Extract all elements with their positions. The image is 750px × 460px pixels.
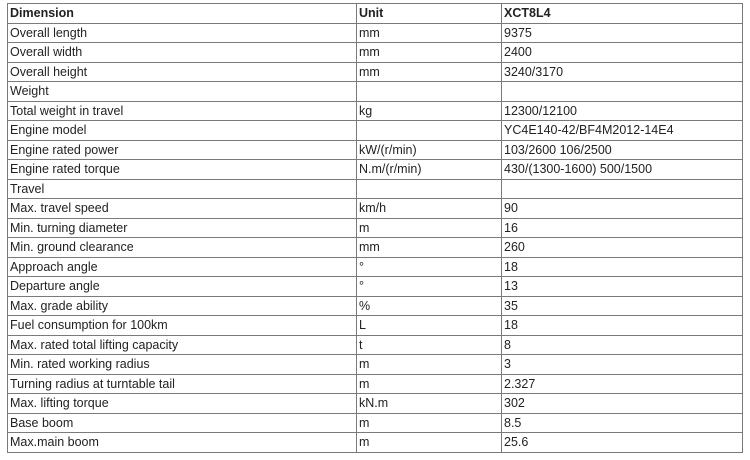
cell-value bbox=[502, 179, 743, 199]
cell-parameter: Engine rated torque bbox=[8, 160, 357, 180]
table-row bbox=[8, 277, 743, 297]
cell-parameter: Max. grade ability bbox=[8, 296, 357, 316]
cell-parameter: Engine rated power bbox=[8, 140, 357, 160]
cell-unit: kN.m bbox=[357, 394, 502, 414]
cell-unit: kg bbox=[357, 101, 502, 121]
cell-value: 8 bbox=[502, 335, 743, 355]
cell-unit: m bbox=[357, 433, 502, 453]
table-row bbox=[8, 335, 743, 355]
cell-unit: m bbox=[357, 355, 502, 375]
table-row bbox=[8, 374, 743, 394]
table-row bbox=[8, 43, 743, 63]
specification-table-body bbox=[8, 4, 743, 453]
cell-parameter: Overall length bbox=[8, 23, 357, 43]
cell-parameter: Approach angle bbox=[8, 257, 357, 277]
cell-unit: m bbox=[357, 374, 502, 394]
cell-parameter: Overall height bbox=[8, 62, 357, 82]
table-row bbox=[8, 218, 743, 238]
table-row bbox=[8, 179, 743, 199]
cell-unit bbox=[357, 82, 502, 102]
table-row bbox=[8, 296, 743, 316]
table-row bbox=[8, 394, 743, 414]
cell-unit: ° bbox=[357, 257, 502, 277]
cell-unit: N.m/(r/min) bbox=[357, 160, 502, 180]
cell-unit: ° bbox=[357, 277, 502, 297]
table-row bbox=[8, 199, 743, 219]
cell-unit: km/h bbox=[357, 199, 502, 219]
cell-value: 16 bbox=[502, 218, 743, 238]
cell-parameter: Max.main boom bbox=[8, 433, 357, 453]
cell-value: 25.6 bbox=[502, 433, 743, 453]
header-model: XCT8L4 bbox=[502, 4, 743, 24]
cell-value: 18 bbox=[502, 316, 743, 336]
cell-value: 2400 bbox=[502, 43, 743, 63]
cell-parameter: Max. rated total lifting capacity bbox=[8, 335, 357, 355]
cell-value: 12300/12100 bbox=[502, 101, 743, 121]
table-row bbox=[8, 62, 743, 82]
cell-unit: m bbox=[357, 218, 502, 238]
header-dimension: Dimension bbox=[8, 4, 357, 24]
cell-unit: m bbox=[357, 413, 502, 433]
cell-value: 430/(1300-1600) 500/1500 bbox=[502, 160, 743, 180]
header-unit: Unit bbox=[357, 4, 502, 24]
cell-unit: L bbox=[357, 316, 502, 336]
cell-parameter: Base boom bbox=[8, 413, 357, 433]
cell-unit: mm bbox=[357, 23, 502, 43]
cell-unit bbox=[357, 179, 502, 199]
cell-value: 3 bbox=[502, 355, 743, 375]
cell-parameter: Min. turning diameter bbox=[8, 218, 357, 238]
cell-value: 3240/3170 bbox=[502, 62, 743, 82]
cell-unit: kW/(r/min) bbox=[357, 140, 502, 160]
table-row bbox=[8, 101, 743, 121]
table-row bbox=[8, 433, 743, 453]
cell-value: 18 bbox=[502, 257, 743, 277]
cell-value: 260 bbox=[502, 238, 743, 258]
cell-value: 13 bbox=[502, 277, 743, 297]
cell-unit: mm bbox=[357, 238, 502, 258]
table-header-row bbox=[8, 4, 743, 24]
cell-value bbox=[502, 82, 743, 102]
table-row bbox=[8, 82, 743, 102]
table-row bbox=[8, 121, 743, 141]
table-row bbox=[8, 316, 743, 336]
cell-parameter: Max. lifting torque bbox=[8, 394, 357, 414]
cell-value: 103/2600 106/2500 bbox=[502, 140, 743, 160]
cell-parameter: Min. rated working radius bbox=[8, 355, 357, 375]
cell-unit bbox=[357, 121, 502, 141]
cell-parameter: Max. travel speed bbox=[8, 199, 357, 219]
specification-table bbox=[7, 3, 743, 453]
table-row bbox=[8, 355, 743, 375]
cell-value: 2.327 bbox=[502, 374, 743, 394]
cell-unit: % bbox=[357, 296, 502, 316]
cell-parameter: Departure angle bbox=[8, 277, 357, 297]
cell-value: 90 bbox=[502, 199, 743, 219]
cell-value: 35 bbox=[502, 296, 743, 316]
cell-parameter: Travel bbox=[8, 179, 357, 199]
cell-unit: mm bbox=[357, 62, 502, 82]
cell-parameter: Total weight in travel bbox=[8, 101, 357, 121]
cell-parameter: Overall width bbox=[8, 43, 357, 63]
cell-parameter: Weight bbox=[8, 82, 357, 102]
table-row bbox=[8, 257, 743, 277]
table-row bbox=[8, 413, 743, 433]
table-row bbox=[8, 160, 743, 180]
cell-unit: mm bbox=[357, 43, 502, 63]
table-row bbox=[8, 238, 743, 258]
cell-value: YC4E140-42/BF4M2012-14E4 bbox=[502, 121, 743, 141]
table-row bbox=[8, 140, 743, 160]
cell-parameter: Fuel consumption for 100km bbox=[8, 316, 357, 336]
cell-parameter: Engine model bbox=[8, 121, 357, 141]
cell-parameter: Turning radius at turntable tail bbox=[8, 374, 357, 394]
cell-unit: t bbox=[357, 335, 502, 355]
cell-parameter: Min. ground clearance bbox=[8, 238, 357, 258]
cell-value: 8.5 bbox=[502, 413, 743, 433]
cell-value: 9375 bbox=[502, 23, 743, 43]
cell-value: 302 bbox=[502, 394, 743, 414]
table-row bbox=[8, 23, 743, 43]
